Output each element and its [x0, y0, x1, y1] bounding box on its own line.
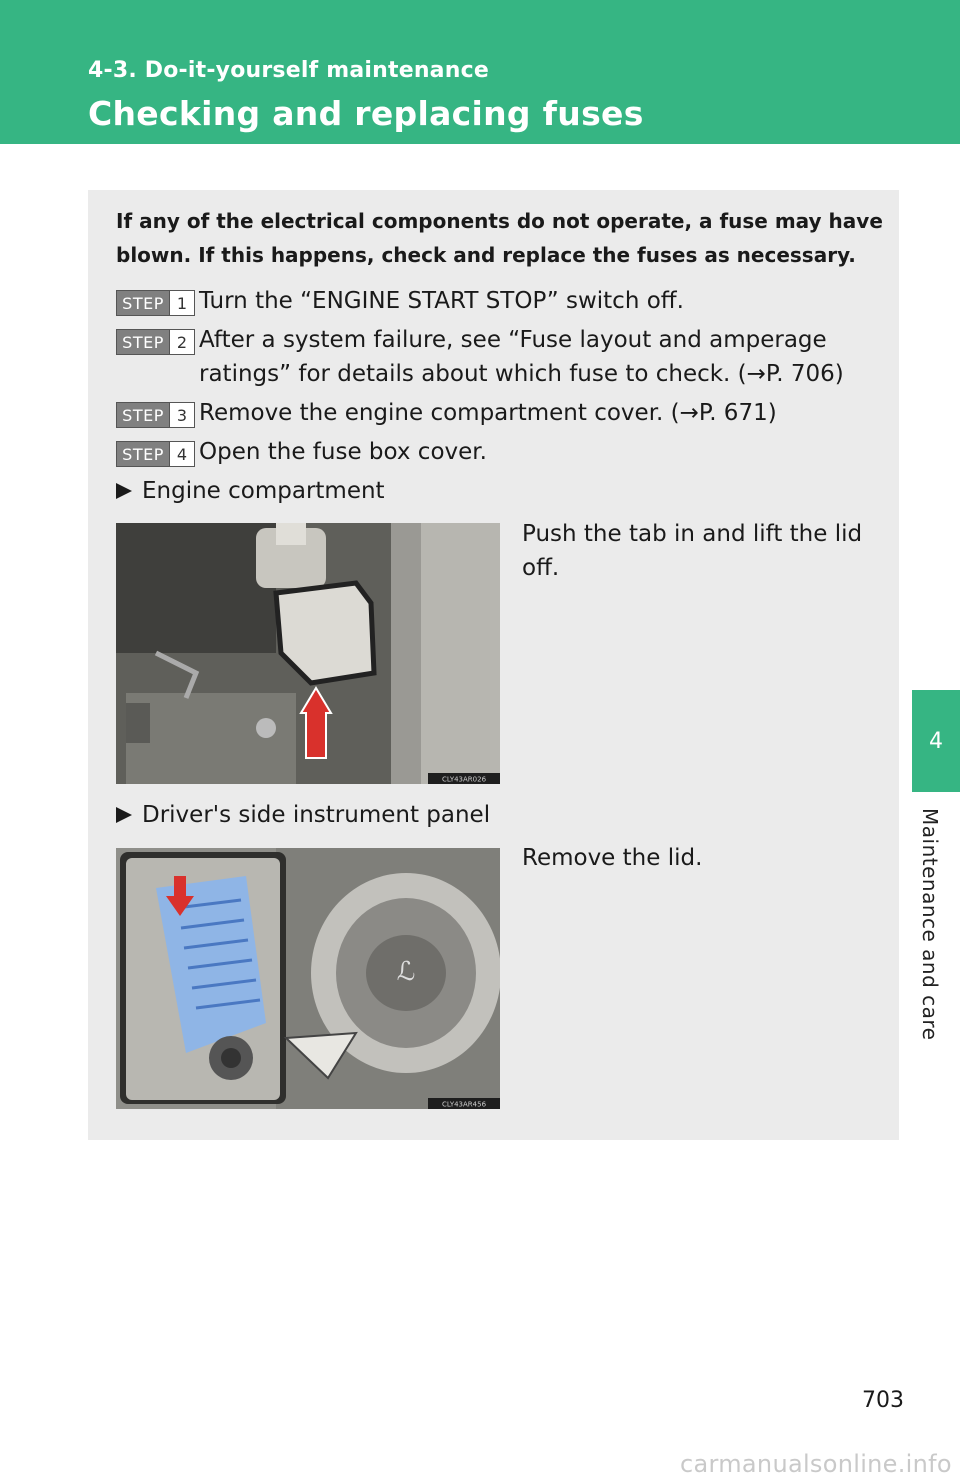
location-heading-text: Driver's side instrument panel [142, 802, 491, 828]
logo-mark: ℒ [396, 957, 416, 987]
triangle-bullet-icon [116, 483, 132, 499]
image-code: CLY43AR026 [441, 775, 487, 784]
step-text: Remove the engine compartment cover. (→P. 671) [199, 400, 777, 426]
page-number: 703 [862, 1388, 904, 1413]
step-badge [116, 402, 195, 428]
page-title: Checking and replacing fuses [88, 94, 644, 133]
engine-compartment-illustration [116, 523, 500, 784]
location-heading-instrument-panel [116, 798, 490, 832]
section-label: 4-3. Do-it-yourself maintenance [88, 58, 489, 83]
step-number: 1 [169, 291, 194, 315]
chapter-tab[interactable] [912, 690, 960, 792]
step-number: 3 [169, 403, 194, 427]
step-badge [116, 290, 195, 316]
triangle-bullet-icon [116, 807, 132, 823]
step-number: 2 [169, 330, 194, 354]
step-number: 4 [169, 442, 194, 466]
engine-caption: Push the tab in and lift the lid off. [522, 521, 863, 581]
step-badge [116, 441, 195, 467]
engine-fuse-box-image [116, 523, 500, 784]
instrument-panel-caption: Remove the lid. [522, 845, 703, 871]
step-text: After a system failure, see “Fuse layout and amperage ratings” for details about which fuse to check. (→P. 706) [199, 327, 844, 387]
instrument-panel-illustration [116, 848, 500, 1109]
image-code: CLY43AR456 [441, 1100, 487, 1109]
page-header [0, 0, 960, 144]
step-word: STEP [117, 330, 169, 354]
step-text: Turn the “ENGINE START STOP” switch off. [199, 288, 684, 314]
step-text: Open the fuse box cover. [199, 439, 487, 465]
location-heading-text: Engine compartment [142, 478, 385, 504]
chapter-label: Maintenance and care [918, 808, 942, 1041]
instrument-panel-image [116, 848, 500, 1109]
step-badge [116, 329, 195, 355]
chapter-number: 4 [929, 728, 943, 754]
watermark[interactable]: carmanualsonline.info [680, 1450, 952, 1478]
intro-text: If any of the electrical components do not operate, a fuse may have blown. If this happens, check and replace the fuses as necessary. [116, 209, 883, 267]
step-word: STEP [117, 403, 169, 427]
step-word: STEP [117, 291, 169, 315]
step-word: STEP [117, 442, 169, 466]
location-heading-engine [116, 474, 385, 508]
